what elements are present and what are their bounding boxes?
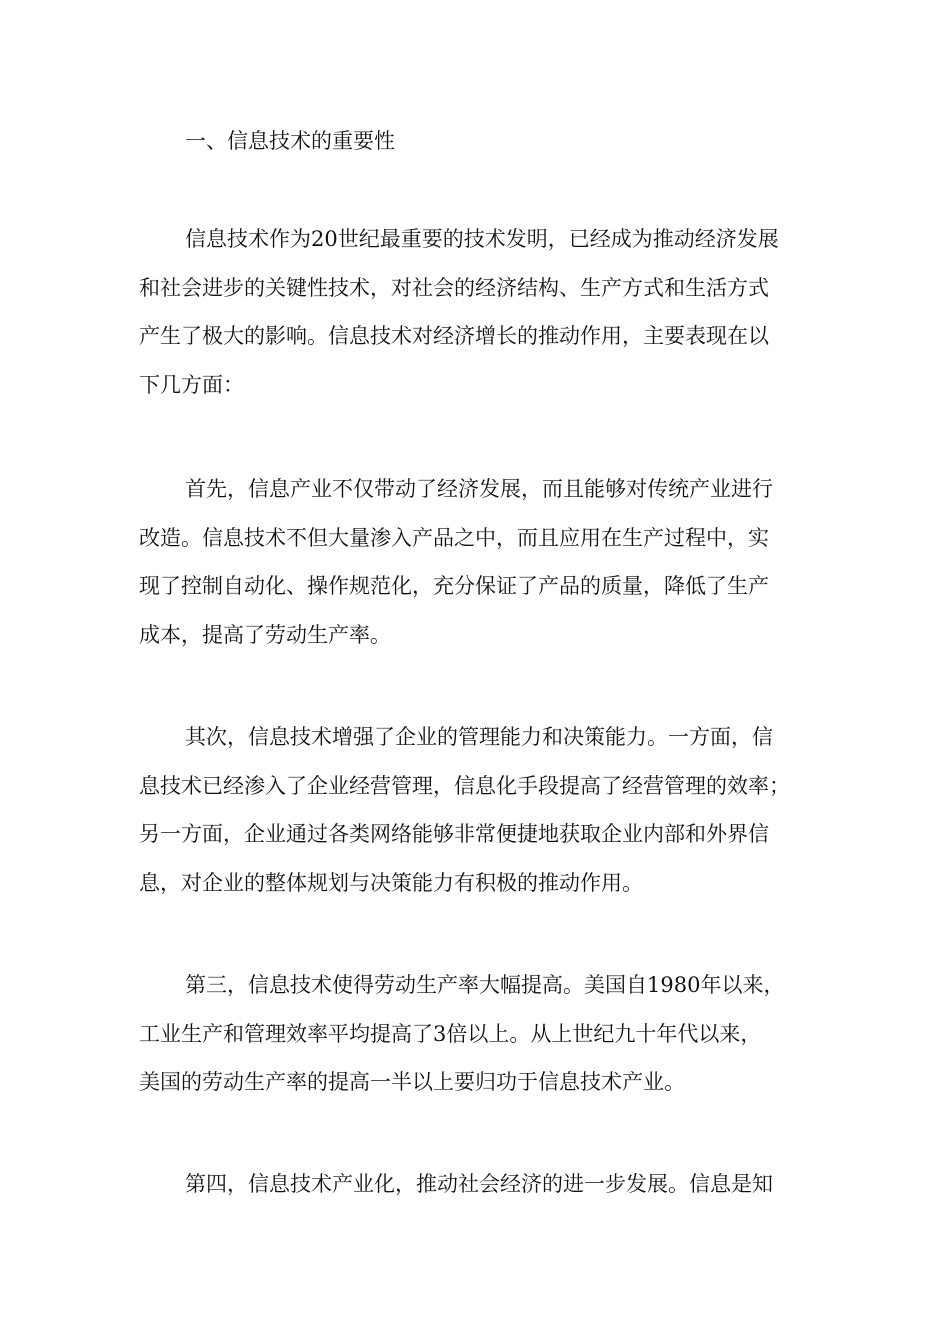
paragraph-first — [139, 465, 829, 659]
paragraph-line: 改造。信息技术不但大量渗入产品之中，而且应用在生产过程中，实 — [139, 525, 769, 550]
paragraph-line: 另一方面，企业通过各类网络能够非常便捷地获取企业内部和外界信 — [139, 822, 769, 846]
paragraph-line: 美国的劳动生产率的提高一半以上要归功于信息技术产业。 — [139, 1070, 685, 1094]
paragraph-line: 第四，信息技术产业化，推动社会经济的进一步发展。信息是知 — [185, 1172, 773, 1196]
paragraph-third — [139, 961, 829, 1107]
paragraph-intro — [139, 215, 829, 409]
paragraph-line: 首先，信息产业不仅带动了经济发展，而且能够对传统产业进行 — [185, 477, 773, 501]
paragraph-second — [139, 713, 829, 907]
paragraph-line: 信息技术作为20世纪最重要的技术发明，已经成为推动经济发展 — [185, 227, 779, 251]
paragraph-line: 下几方面： — [139, 372, 244, 397]
paragraph-line: 产生了极大的影响。信息技术对经济增长的推动作用，主要表现在以 — [139, 324, 769, 348]
paragraph-line: 息技术已经渗入了企业经营管理，信息化手段提高了经营管理的效率； — [139, 773, 790, 798]
paragraph-line: 其次，信息技术增强了企业的管理能力和决策能力。一方面，信 — [185, 725, 773, 749]
paragraph-line: 和社会进步的关键性技术，对社会的经济结构、生产方式和生活方式 — [139, 275, 769, 300]
paragraph-line: 息，对企业的整体规划与决策能力有积极的推动作用。 — [139, 870, 643, 895]
paragraph-line: 工业生产和管理效率平均提高了3倍以上。从上世纪九十年代以来， — [139, 1021, 762, 1046]
paragraph-line: 现了控制自动化、操作规范化，充分保证了产品的质量，降低了生产 — [139, 574, 769, 598]
paragraph-fourth — [139, 1160, 829, 1209]
section-heading: 一、信息技术的重要性 — [185, 129, 395, 153]
paragraph-line: 第三，信息技术使得劳动生产率大幅提高。美国自1980年以来， — [185, 973, 785, 997]
paragraph-line: 成本，提高了劳动生产率。 — [139, 622, 391, 647]
